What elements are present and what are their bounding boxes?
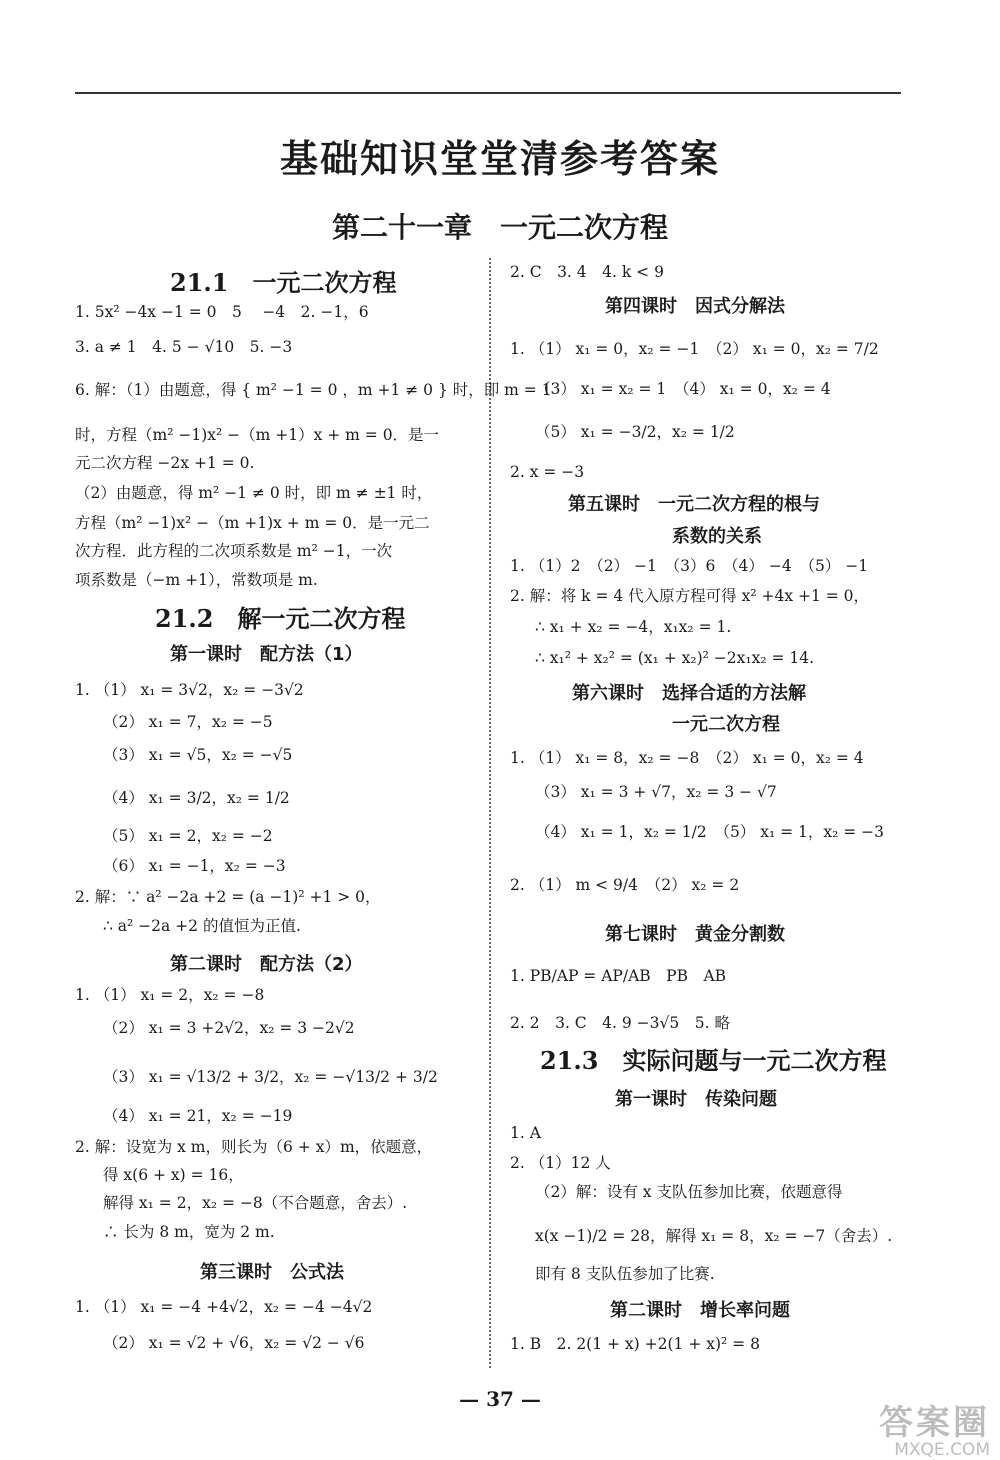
lesson-heading: 第二课时 配方法（2） — [170, 954, 363, 975]
chapter-title: 第二十一章 一元二次方程 — [331, 211, 668, 244]
answer-line: ∴ a² −2a +2 的值恒为正值. — [103, 917, 301, 935]
page-number: — 37 — — [459, 1387, 541, 1411]
lesson-heading: 系数的关系 — [672, 526, 762, 547]
answer-line: （2）解：设有 x 支队伍参加比赛，依题意得 — [535, 1183, 843, 1201]
answer-line: 项系数是（−m +1），常数项是 m. — [75, 571, 318, 589]
lesson-heading: 第二课时 增长率问题 — [610, 1300, 790, 1321]
section-heading: 21.1 一元二次方程 — [170, 268, 397, 297]
watermark-url: MXQE.COM — [894, 1440, 990, 1460]
header-rule — [75, 92, 901, 94]
answer-line: ∴ x₁² + x₂² = (x₁ + x₂)² −2x₁x₂ = 14. — [535, 649, 815, 667]
answer-line: 2. 2 3. C 4. 9 −3√5 5. 略 — [510, 1014, 730, 1032]
watermark-logo — [820, 1395, 990, 1460]
answer-line: 1. 5x² −4x −1 = 0 5 −4 2. −1，6 — [75, 303, 369, 321]
answer-line: 得 x(6 + x) = 16， — [103, 1166, 244, 1184]
answer-line: 1. PB/AP = AP/AB PB AB — [510, 967, 727, 985]
answer-line: ∴ 长为 8 m，宽为 2 m. — [103, 1223, 275, 1241]
answer-line: （2） x₁ = 3 +2√2，x₂ = 3 −2√2 — [103, 1019, 355, 1037]
answer-line: 元二次方程 −2x +1 = 0. — [75, 454, 255, 472]
lesson-heading: 第四课时 因式分解法 — [605, 296, 785, 317]
answer-line: （3） x₁ = √13/2 + 3/2，x₂ = −√13/2 + 3/2 — [103, 1068, 438, 1086]
answer-line: （5） x₁ = −3/2，x₂ = 1/2 — [535, 423, 735, 441]
answer-line: 2. （1） m < 9/4 （2） x₂ = 2 — [510, 876, 740, 894]
page-title: 基础知识堂堂清参考答案 — [279, 137, 720, 181]
lesson-heading: 第一课时 传染问题 — [615, 1089, 777, 1110]
answer-line: ∴ x₁ + x₂ = −4，x₁x₂ = 1. — [535, 618, 732, 636]
answer-line: 6. 解：（1）由题意，得 { m² −1 = 0 ，m +1 ≠ 0 } 时，即 m = 1 — [75, 381, 552, 399]
answer-line: 2. x = −3 — [510, 463, 585, 481]
answer-line: （5） x₁ = 2，x₂ = −2 — [103, 827, 273, 845]
answer-line: 时，方程（m² −1)x² −（m +1）x + m = 0．是一 — [75, 426, 440, 444]
answer-line: （3） x₁ = √5，x₂ = −√5 — [103, 746, 293, 764]
answer-line: x(x −1)/2 = 28，解得 x₁ = 8，x₂ = −7（舍去）. — [535, 1227, 893, 1245]
answer-line: （2） x₁ = √2 + √6，x₂ = √2 − √6 — [103, 1334, 365, 1352]
answer-line: 1. A — [510, 1124, 541, 1142]
answer-line: 1. （1） x₁ = 0，x₂ = −1 （2） x₁ = 0，x₂ = 7/2 — [510, 340, 879, 358]
answer-line: （3） x₁ = x₂ = 1 （4） x₁ = 0，x₂ = 4 — [535, 380, 831, 398]
column-divider — [489, 258, 491, 1368]
answer-line: （4） x₁ = 3/2，x₂ = 1/2 — [103, 789, 290, 807]
answer-line: 1. （1） x₁ = 8，x₂ = −8 （2） x₁ = 0，x₂ = 4 — [510, 749, 864, 767]
answer-line: 2. 解：设宽为 x m，则长为（6 + x）m，依题意， — [75, 1138, 433, 1156]
lesson-heading: 一元二次方程 — [672, 714, 780, 735]
answer-line: 2. C 3. 4 4. k < 9 — [510, 263, 664, 281]
answer-line: 2. （1）12 人 — [510, 1154, 611, 1172]
answer-line: 1. （1） x₁ = −4 +4√2，x₂ = −4 −4√2 — [75, 1298, 373, 1316]
lesson-heading: 第六课时 选择合适的方法解 — [572, 683, 806, 704]
watermark-text: 答案圈 — [879, 1403, 990, 1443]
answer-line: （2） x₁ = 7，x₂ = −5 — [103, 713, 273, 731]
section-heading: 21.3 实际问题与一元二次方程 — [540, 1046, 887, 1075]
answer-line: 方程（m² −1)x² −（m +1)x + m = 0．是一元二 — [75, 514, 430, 532]
lesson-heading: 第三课时 公式法 — [200, 1262, 344, 1283]
answer-line: 即有 8 支队伍参加了比赛. — [535, 1265, 715, 1283]
answer-line: 3. a ≠ 1 4. 5 − √10 5. −3 — [75, 338, 293, 356]
answer-line: （4） x₁ = 21，x₂ = −19 — [103, 1107, 293, 1125]
answer-line: （2）由题意，得 m² −1 ≠ 0 时，即 m ≠ ±1 时， — [75, 484, 433, 502]
answer-line: 2. 解：将 k = 4 代入原方程可得 x² +4x +1 = 0， — [510, 587, 870, 605]
answer-line: （3） x₁ = 3 + √7，x₂ = 3 − √7 — [535, 783, 777, 801]
lesson-heading: 第七课时 黄金分割数 — [605, 924, 785, 945]
answer-line: 次方程．此方程的二次项系数是 m² −1，一次 — [75, 542, 393, 560]
answer-line: （6） x₁ = −1，x₂ = −3 — [103, 857, 286, 875]
answer-line: 1. （1） x₁ = 3√2，x₂ = −3√2 — [75, 681, 304, 699]
answer-line: （4） x₁ = 1，x₂ = 1/2 （5） x₁ = 1，x₂ = −3 — [535, 823, 885, 841]
lesson-heading: 第五课时 一元二次方程的根与 — [568, 494, 820, 515]
answer-line: 1. B 2. 2(1 + x) +2(1 + x)² = 8 — [510, 1335, 760, 1353]
answer-line: 2. 解：∵ a² −2a +2 = (a −1)² +1 > 0， — [75, 888, 381, 906]
answer-line: 解得 x₁ = 2，x₂ = −8（不合题意，舍去）. — [103, 1194, 408, 1212]
answer-line: 1. （1）2 （2） −1 （3）6 （4） −4 （5） −1 — [510, 557, 869, 575]
lesson-heading: 第一课时 配方法（1） — [170, 644, 363, 665]
section-heading: 21.2 解一元二次方程 — [155, 604, 406, 633]
answer-line: 1. （1） x₁ = 2，x₂ = −8 — [75, 986, 265, 1004]
